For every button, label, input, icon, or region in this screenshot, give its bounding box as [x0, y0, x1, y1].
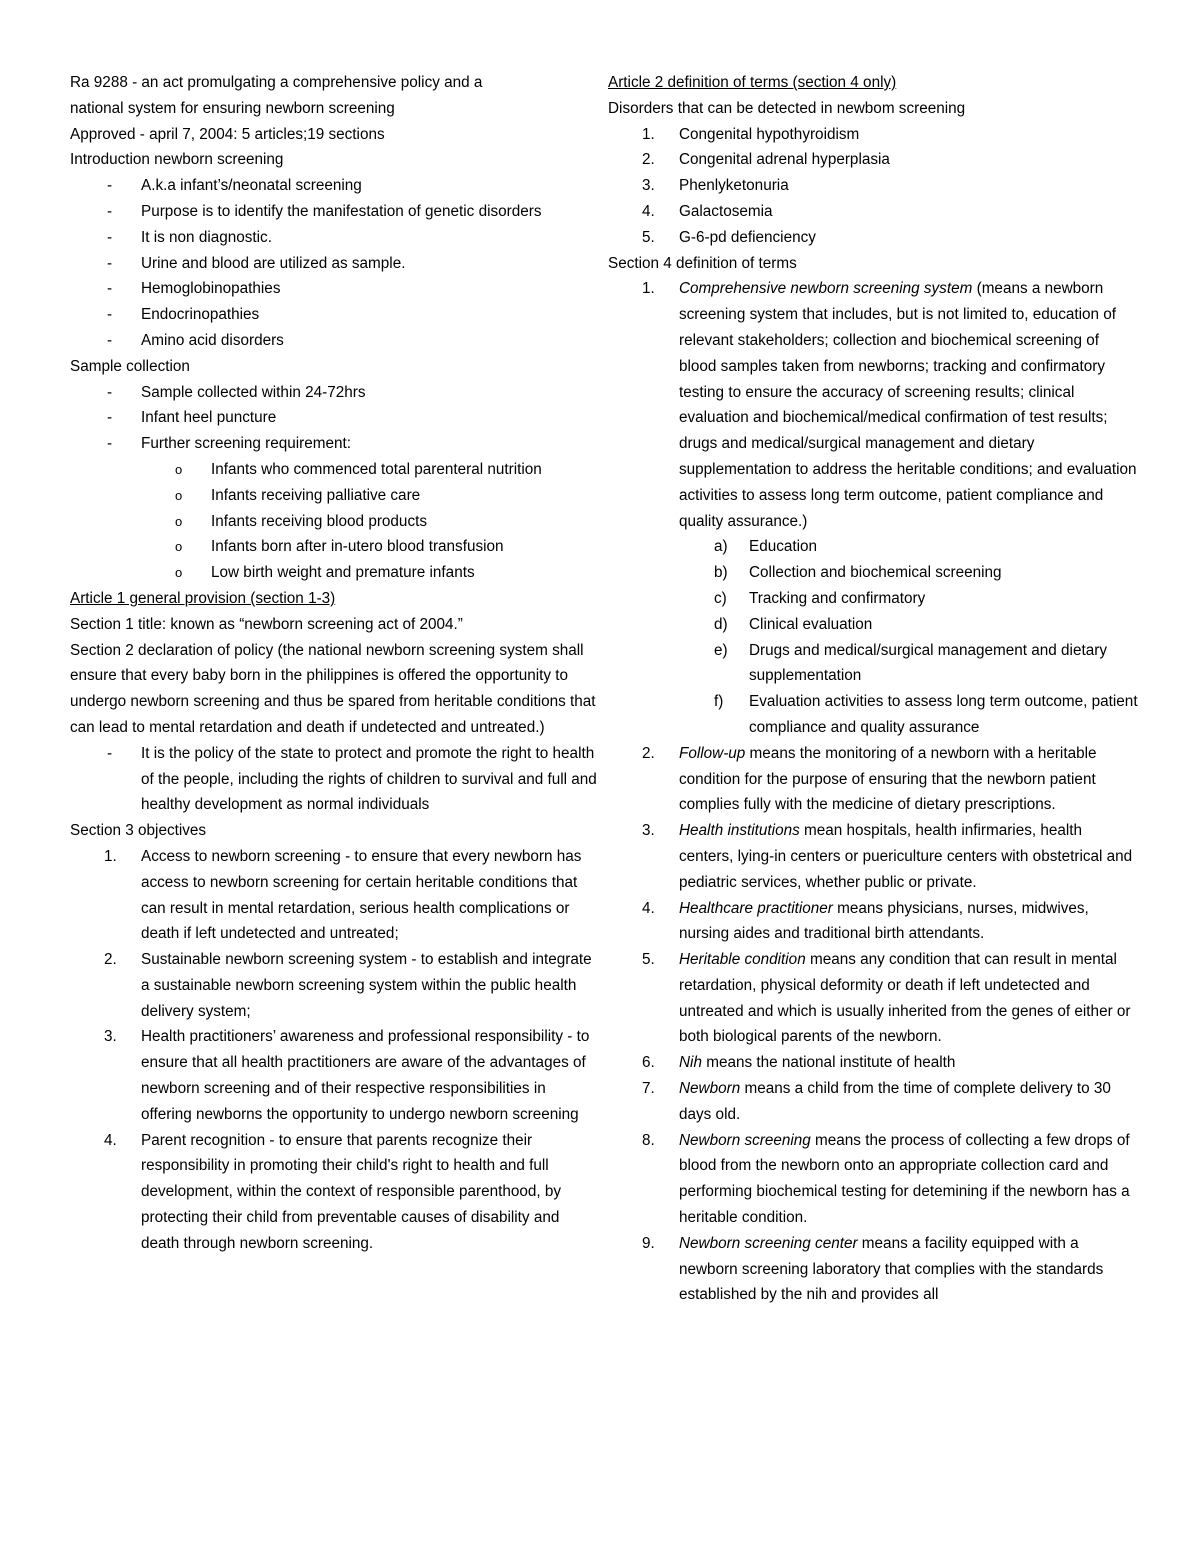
- intro-item: - Amino acid disorders: [70, 328, 600, 354]
- definition-text: means any condition that can result in mental retardation, physical deformity or death if left undetected and untreated and which is usually inherited from the genes of either or both biological parents of the newborn.: [679, 951, 1131, 1046]
- intro-item: - Urine and blood are utilized as sample.: [70, 251, 600, 277]
- definition-text: means the process of collecting a few drops of blood from the newborn onto an appropriate collection card and performing biochemical testing for detemining if the newborn has a heritable condition.: [679, 1131, 1130, 1227]
- document-title-line-2: national system for ensuring newborn screening: [70, 99, 395, 117]
- section-1-title: Section 1 title: known as “newborn screening act of 2004.”: [70, 615, 463, 633]
- definition-text: means a facility equipped with a newborn screening laboratory that complies with the standards established by the nih and provides all: [679, 1234, 1104, 1304]
- definition-number: 5.: [642, 951, 655, 969]
- disorder-item: [608, 225, 1138, 251]
- objective-item: [70, 844, 600, 947]
- sample-item: - Further screening requirement:: [70, 431, 600, 457]
- disorder-text: Phenlyketonuria: [679, 177, 789, 195]
- section-2-item: - It is the policy of the state to protect and promote the right to health of the people, including the rights of children to survival and full and healthy development as normal individuals: [70, 741, 600, 818]
- definition-text: (means a newborn screening system that includes, but is not limited to, education of relevant stakeholders; collection and biochemical screening of blood samples taken from newborns; tracking and confirmatory testing to ensure the accuracy of screening results; clinical evaluation and biochemical/medical confirmation of test results; drugs and medical/surgical management and dietary supplementation to address the heritable conditions; and evaluation activities to assess long term outcome, patient compliance and quality assurance.): [679, 280, 1137, 530]
- definition-term: Health institutions: [679, 822, 800, 840]
- component-item: [608, 689, 1138, 741]
- definition-number: 2.: [642, 744, 655, 762]
- left-column: [70, 70, 600, 1257]
- definitions-list: [608, 276, 1138, 534]
- further-screening-item: o Infants receiving blood products: [70, 509, 600, 535]
- definition-term: Newborn screening: [679, 1131, 811, 1149]
- definition-text: means the national institute of health: [701, 1054, 956, 1072]
- definitions-list-continued: [608, 741, 1138, 1309]
- definition-item: [608, 1231, 1138, 1308]
- definition-term: Newborn: [679, 1080, 741, 1098]
- component-text: Tracking and confirmatory: [749, 589, 926, 607]
- disorder-text: Galactosemia: [679, 202, 773, 220]
- definition-number: 6.: [642, 1054, 655, 1072]
- disorder-item: [608, 173, 1138, 199]
- component-letter: c): [714, 589, 727, 607]
- definition-term: Heritable condition: [679, 951, 806, 969]
- components-list: [608, 534, 1138, 740]
- disorders-list: [608, 122, 1138, 251]
- definition-item: [608, 818, 1138, 895]
- intro-item: - Hemoglobinopathies: [70, 276, 600, 302]
- component-letter: d): [714, 615, 728, 633]
- component-letter: e): [714, 641, 728, 659]
- definition-term: Nih: [679, 1054, 702, 1072]
- intro-list: [70, 173, 600, 354]
- objective-item: [70, 947, 600, 1024]
- approved-date: Approved - april 7, 2004: 5 articles;19 sections: [70, 125, 385, 143]
- definition-item: [608, 1076, 1138, 1128]
- component-item: [608, 586, 1138, 612]
- disorder-number: 1.: [642, 125, 655, 143]
- definition-term: Newborn screening center: [679, 1234, 858, 1252]
- disorder-item: [608, 147, 1138, 173]
- disorder-text: Congenital hypothyroidism: [679, 125, 860, 143]
- definition-item: [608, 1128, 1138, 1231]
- article-1-heading: Article 1 general provision (section 1-3): [70, 589, 336, 607]
- component-text: Drugs and medical/surgical management and dietary supplementation: [749, 641, 1107, 685]
- objective-text: Health practitioners’ awareness and professional responsibility - to ensure that all health practitioners are aware of the advantages of newborn screening and of their respective responsibilities in offering newborns the opportunity to undergo newborn screening: [141, 1028, 590, 1123]
- component-item: [608, 534, 1138, 560]
- further-screening-item: o Infants who commenced total parenteral nutrition: [70, 457, 600, 483]
- component-text: Evaluation activities to assess long term outcome, patient compliance and quality assurance: [749, 693, 1138, 736]
- component-item: [608, 638, 1138, 690]
- further-screening-item: o Infants born after in-utero blood transfusion: [70, 534, 600, 560]
- component-letter: a): [714, 538, 728, 556]
- further-screening-item: o Infants receiving palliative care: [70, 483, 600, 509]
- component-text: Clinical evaluation: [749, 615, 873, 633]
- intro-heading: Introduction newborn screening: [70, 151, 284, 169]
- definition-item: [608, 947, 1138, 1050]
- intro-item: - Endocrinopathies: [70, 302, 600, 328]
- disorders-heading: Disorders that can be detected in newbom screening: [608, 99, 966, 117]
- objective-number: 2.: [104, 951, 117, 969]
- component-text: Collection and biochemical screening: [749, 564, 1002, 582]
- definition-term: Comprehensive newborn screening system: [679, 280, 973, 298]
- objective-number: 4.: [104, 1131, 117, 1149]
- component-letter: f): [714, 693, 724, 711]
- objectives-list: [70, 844, 600, 1257]
- disorder-item: [608, 122, 1138, 148]
- article-2-heading: Article 2 definition of terms (section 4 only): [608, 74, 897, 91]
- definition-number: 9.: [642, 1234, 655, 1252]
- further-screening-item: o Low birth weight and premature infants: [70, 560, 600, 586]
- objective-text: Access to newborn screening - to ensure that every newborn has access to newborn screening for certain heritable conditions that can result in mental retardation, serious health complications or death if left undetected and untreated;: [141, 847, 582, 943]
- objective-item: [70, 1024, 600, 1127]
- definition-text: means a child from the time of complete delivery to 30 days old.: [679, 1080, 1111, 1123]
- objective-text: Sustainable newborn screening system - to establish and integrate a sustainable newborn screening system within the public health delivery system;: [141, 951, 592, 1020]
- disorder-number: 5.: [642, 228, 655, 246]
- intro-item: - It is non diagnostic.: [70, 225, 600, 251]
- definition-item: [608, 741, 1138, 818]
- objective-text: Parent recognition - to ensure that parents recognize their responsibility in promoting their child's right to health and full development, within the context of responsible parenthood, by protecting their child from preventable causes of disability and death through newborn screening.: [141, 1131, 562, 1252]
- component-item: [608, 612, 1138, 638]
- disorder-number: 3.: [642, 177, 655, 195]
- definition-item: [608, 1050, 1138, 1076]
- section-4-heading: Section 4 definition of terms: [608, 254, 797, 272]
- section-3-heading: Section 3 objectives: [70, 822, 207, 840]
- intro-item: - Purpose is to identify the manifestation of genetic disorders: [70, 199, 600, 225]
- objective-item: [70, 1128, 600, 1257]
- further-screening-list: [70, 457, 600, 586]
- component-item: [608, 560, 1138, 586]
- definition-item: [608, 276, 1138, 534]
- sample-list: [70, 380, 600, 457]
- right-column: [608, 70, 1138, 1308]
- disorder-text: G-6-pd defienciency: [679, 228, 816, 246]
- disorder-number: 2.: [642, 151, 655, 169]
- component-text: Education: [749, 538, 818, 556]
- definition-text: mean hospitals, health infirmaries, health centers, lying-in centers or puericulture centers with obstetrical and pediatric services, whether public or private.: [679, 822, 1133, 891]
- component-letter: b): [714, 564, 728, 582]
- sample-collection-heading: Sample collection: [70, 357, 190, 375]
- disorder-text: Congenital adrenal hyperplasia: [679, 151, 890, 169]
- objective-number: 3.: [104, 1028, 117, 1046]
- definition-number: 4.: [642, 899, 655, 917]
- sample-item: - Infant heel puncture: [70, 405, 600, 431]
- sample-item: - Sample collected within 24-72hrs: [70, 380, 600, 406]
- disorder-item: [608, 199, 1138, 225]
- definition-term: Follow-up: [679, 744, 746, 762]
- definition-number: 1.: [642, 280, 655, 298]
- objective-number: 1.: [104, 847, 117, 865]
- definition-number: 7.: [642, 1080, 655, 1098]
- document-title-line-1: Ra 9288 - an act promulgating a comprehensive policy and a: [70, 74, 483, 91]
- section-2-list: [70, 741, 600, 818]
- definition-number: 3.: [642, 822, 655, 840]
- intro-item: - A.k.a infant’s/neonatal screening: [70, 173, 600, 199]
- definition-term: Healthcare practitioner: [679, 899, 833, 917]
- definition-text: means physicians, nurses, midwives, nursing aides and traditional birth attendants.: [679, 899, 1089, 943]
- definition-text: means the monitoring of a newborn with a heritable condition for the purpose of ensuring that the newborn patient complies fully with the medicine of dietary prescriptions.: [679, 744, 1097, 814]
- definition-number: 8.: [642, 1131, 655, 1149]
- disorder-number: 4.: [642, 202, 655, 220]
- definition-item: [608, 896, 1138, 948]
- section-2-declaration: Section 2 declaration of policy (the national newborn screening system shall ensure that every baby born in the philippines is offered the opportunity to undergo newborn screening and thus be spared from heritable conditions that can lead to mental retardation and death if undetected and untreated.): [70, 641, 596, 736]
